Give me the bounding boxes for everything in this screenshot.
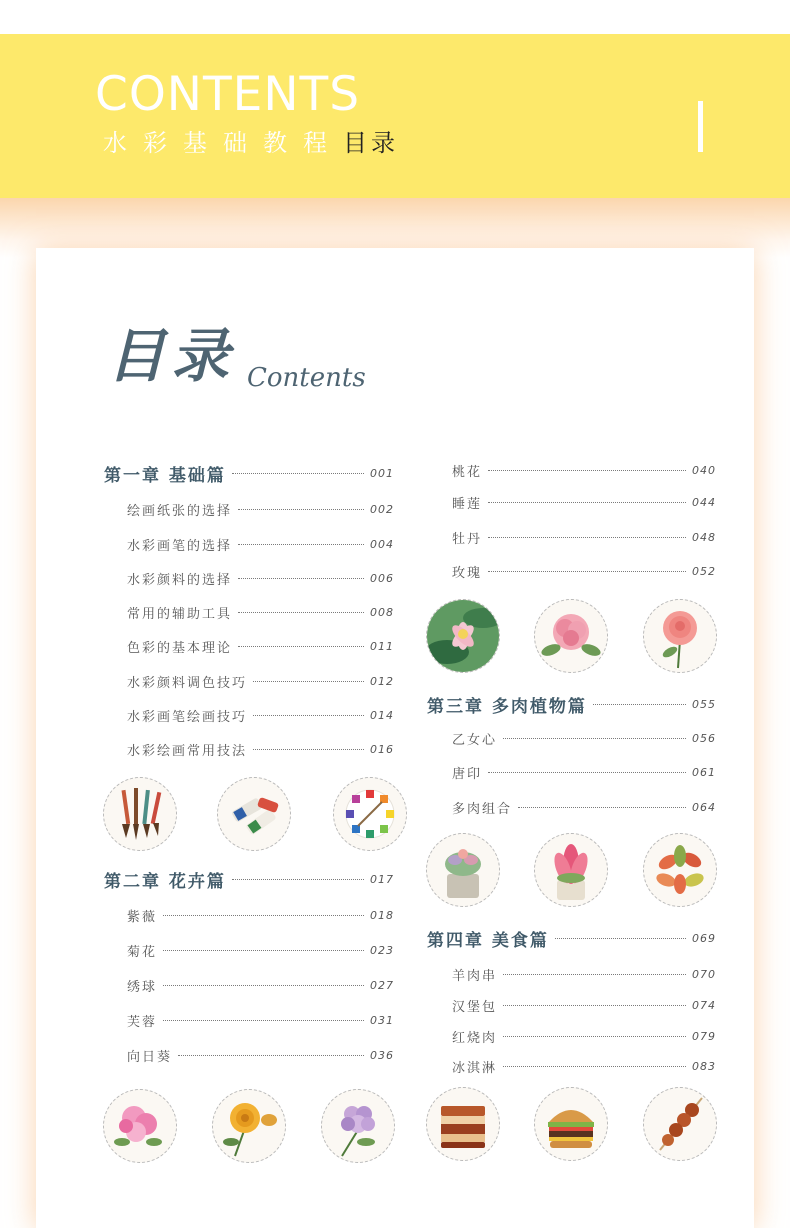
item-label: 水彩颜料调色技巧 [127,675,248,691]
toc-chapter-4[interactable] [427,927,716,949]
leader-dots [178,1055,364,1056]
toc-item[interactable] [452,560,716,582]
toc-item[interactable] [127,904,394,926]
banner-subtitle-highlight: 目录 [343,129,399,157]
toc-chapter-3[interactable] [427,693,716,715]
leader-dots [503,974,686,975]
page-number: 069 [692,931,716,945]
paintbrushes-icon [103,777,177,851]
leader-dots [503,738,686,739]
toc-item[interactable] [127,635,394,657]
succulent-cluster-icon [643,833,717,907]
tangyin-succulent-icon [534,833,608,907]
toc-item[interactable] [452,761,716,783]
toc-item[interactable] [127,1044,394,1066]
leader-dots [163,915,364,916]
page-number: 014 [370,708,394,722]
leader-dots [488,470,686,471]
item-label: 紫薇 [127,909,158,925]
leader-dots [503,1005,686,1006]
chapter-title: 第一章 基础篇 [104,465,226,486]
contents-heading-cn: 目录 [107,322,236,390]
page-number: 040 [692,463,716,477]
page-number: 012 [370,674,394,688]
item-label: 常用的辅助工具 [127,606,233,622]
leader-dots [503,1066,686,1067]
page-number: 004 [370,537,394,551]
item-label: 羊肉串 [452,968,498,984]
toc-item[interactable] [127,670,394,692]
crape-myrtle-icon [103,1089,177,1163]
item-label: 牡丹 [452,531,483,547]
item-label: 绣球 [127,979,158,995]
lamb-skewer-icon [643,1087,717,1161]
toc-item[interactable] [127,939,394,961]
leader-dots [163,985,364,986]
item-label: 菊花 [127,944,158,960]
item-label: 芙蓉 [127,1014,158,1030]
leader-dots [238,578,364,579]
item-label: 绘画纸张的选择 [127,503,233,519]
item-label: 唐印 [452,766,483,782]
leader-dots [232,473,364,474]
page-number: 048 [692,530,716,544]
peony-icon [534,599,608,673]
chapter-title: 第三章 多肉植物篇 [427,696,587,717]
toc-item[interactable] [127,533,394,555]
paint-tubes-icon [217,777,291,851]
leader-dots [238,509,364,510]
leader-dots [555,938,686,939]
toc-item[interactable] [452,526,716,548]
item-label: 水彩颜料的选择 [127,572,233,588]
toc-item[interactable] [127,567,394,589]
page-number: 070 [692,967,716,981]
page-number: 027 [370,978,394,992]
toc-item[interactable] [452,459,716,481]
rose-icon [643,599,717,673]
page-number: 036 [370,1048,394,1062]
page-number: 056 [692,731,716,745]
chrysanthemum-icon [212,1089,286,1163]
page-number: 011 [370,639,394,653]
banner-subtitle [103,131,399,155]
leader-dots [488,537,686,538]
toc-item[interactable] [127,1009,394,1031]
banner-subtitle-text: 水彩基础教程 [103,129,343,157]
toc-item[interactable] [452,994,716,1016]
toc-item[interactable] [127,974,394,996]
toc-item[interactable] [452,963,716,985]
page-number: 001 [370,466,394,480]
page-number: 044 [692,495,716,509]
item-label: 红烧肉 [452,1030,498,1046]
leader-dots [253,681,364,682]
toc-item[interactable] [127,601,394,623]
toc-item[interactable] [127,738,394,760]
item-label: 多肉组合 [452,801,513,817]
leader-dots [253,715,364,716]
leader-dots [238,544,364,545]
toc-chapter-2[interactable] [104,868,394,890]
item-label: 色彩的基本理论 [127,640,233,656]
color-wheel-palette-icon [333,777,407,851]
leader-dots [518,807,686,808]
leader-dots [238,646,364,647]
contents-heading-en: Contents [247,363,366,393]
hydrangea-icon [321,1089,395,1163]
item-label: 水彩画笔绘画技巧 [127,709,248,725]
page-number: 002 [370,502,394,516]
leader-dots [163,1020,364,1021]
toc-item[interactable] [127,704,394,726]
leader-dots [488,571,686,572]
toc-item[interactable] [127,498,394,520]
item-label: 水彩画笔的选择 [127,538,233,554]
page-number: 031 [370,1013,394,1027]
page-number: 018 [370,908,394,922]
page-number: 006 [370,571,394,585]
page-number: 079 [692,1029,716,1043]
item-label: 睡莲 [452,496,483,512]
page-number: 055 [692,697,716,711]
banner-accent-bar [698,101,703,152]
chapter-title: 第二章 花卉篇 [104,871,226,892]
leader-dots [232,879,364,880]
leader-dots [503,1036,686,1037]
braised-pork-icon [426,1087,500,1161]
page-number: 061 [692,765,716,779]
leader-dots [163,950,364,951]
page-number: 017 [370,872,394,886]
toc-item[interactable] [452,1055,716,1077]
chapter-title: 第四章 美食篇 [427,930,549,951]
page-number: 023 [370,943,394,957]
banner-title: CONTENTS [95,67,361,122]
page-number: 074 [692,998,716,1012]
item-label: 桃花 [452,464,483,480]
potted-succulent-icon [426,833,500,907]
toc-item[interactable] [452,796,716,818]
toc-item[interactable] [452,1025,716,1047]
leader-dots [238,612,364,613]
leader-dots [253,749,364,750]
page-number: 083 [692,1059,716,1073]
item-label: 汉堡包 [452,999,498,1015]
toc-item[interactable] [452,727,716,749]
toc-item[interactable] [452,491,716,513]
item-label: 乙女心 [452,732,498,748]
page-number: 064 [692,800,716,814]
item-label: 水彩绘画常用技法 [127,743,248,759]
item-label: 玫瑰 [452,565,483,581]
page-number: 052 [692,564,716,578]
leader-dots [593,704,686,705]
item-label: 向日葵 [127,1049,173,1065]
leader-dots [488,502,686,503]
page-number: 008 [370,605,394,619]
hamburger-icon [534,1087,608,1161]
water-lily-icon [426,599,500,673]
page-number: 016 [370,742,394,756]
leader-dots [488,772,686,773]
item-label: 冰淇淋 [452,1060,498,1076]
toc-chapter-1[interactable] [104,462,394,484]
